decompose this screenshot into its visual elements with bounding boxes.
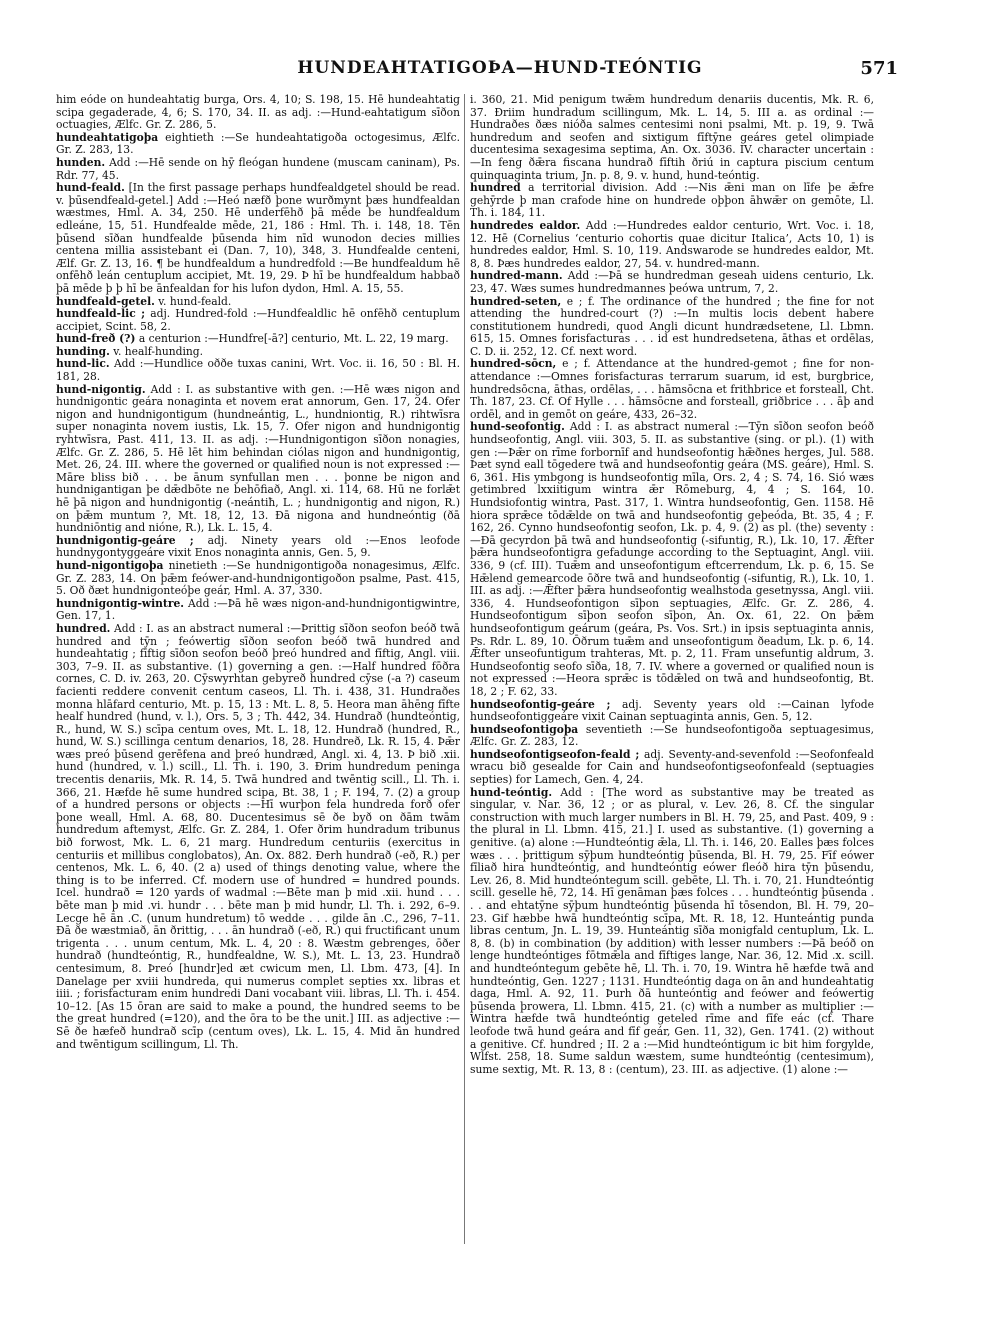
entry-headword: hund-lic. [56, 357, 110, 371]
dictionary-entry [470, 787, 874, 1077]
dictionary-entry [470, 296, 874, 359]
entry-definition: v. hund-feald. [158, 294, 232, 308]
entry-definition: a territorial division. Add :—Nis ǣni man on līfe þe ǣfre gehȳrde þ man crafode hine on hundrede oþþon āhwǣr on gemōte, Ll. Th. i. 184, 11. [470, 181, 874, 220]
entry-headword: hund-nigontigoþa [56, 558, 164, 572]
right-column [470, 94, 874, 1274]
dictionary-entry [56, 623, 460, 1051]
entry-headword: hundseofontig-geáre ; [470, 697, 611, 711]
dictionary-entry [56, 182, 460, 295]
dictionary-entry [56, 384, 460, 535]
dictionary-entry [470, 94, 874, 182]
entry-headword: hund-freð (?) [56, 332, 136, 346]
entry-definition: Add :—Hē sende on hȳ fleógan hundene (muscam caninam), Ps. Rdr. 77, 45. [56, 155, 460, 182]
entry-definition: e ; f. The ordinance of the hundred ; the fine for not attending the hundred-court (?) :—In multis locis debent habere constitutionem hundredi, quod Angli dicunt hundrædsetene, Ll. Lbmn. 615, 15. Omnes forisfacturas . . . id est hundredsetena, āthas et ordēlas, C. D. ii. 252, 12. Cf. next word. [470, 294, 874, 358]
entry-definition: seventieth :—Se hundseofontigoða septuagesimus, Ælfc. Gr. Z. 283, 12. [470, 722, 874, 749]
entry-definition: Add : [The word as substantive may be treated as singular, v. Nar. 36, 12 ; or as plural, v. Lev. 26, 8. Cf. the singular construction with much larger numbers in Bl. H. 79, 25, and Past. 409, 9 : the plural in Ll. Lbmn. 415, 21.] I. used as substantive. (1) governing a genitive. (a) alone :—Hundteóntig ǣla, Ll. Th. i. 146, 20. Ealles þæs folces wæs . . . þrittigum sȳþum hundteóntig þūsenda, Bl. H. 79, 25. Fīf eówer fīliað hira hundteóntig, and hundteóntig eówer fleóð hira tȳn þūsendu, Lev. 26, 8. Mid hundteóntegum scill. gebēte, Ll. Th. i. 70, 21. Hundteóntig scill. geselle hē, 72, 14. Hī genāman þæs folces . . . hundteóntig þūsenda . . . and ehtatȳne sȳþum hundteóntig þūsenda hī tōsendon, Bl. H. 79, 20–23. Gif hæbbe hwā hundteóntig scīpa, Mt. R. 18, 12. Hunteántig punda libras centum, Jn. L. 19, 39. Hunteántig sīða monigfald centuplum, Lk. L. 8, 8. (b) in combination (by addition) with lesser numbers :—Þā beóð on lenge hundteóntiges fōtmǣla and fīftiges lange, Nar. 36, 12. Mid .x. scill. and hundteóntegum gebēte hē, Ll. Th. i. 70, 19. Wintra hē hæfde twā and hundteóntig, Gen. 1227 ; 1131. Hundteóntig daga on ān and hundeahtatig daga, Hml. A. 92, 11. Þurh ðā hunteóntig and feówer and feówertig þūsenda þrowera, Ll. Lbmn. 415, 21. (c) with a number as multiplier :—Wintra hæfde twā hundteóntig geteled rīme and fīfe eác (cf. Thare leofode twā hund geára and fīf geár, Gen. 11, 32), Gen. 1741. (2) without a genitive. Cf. hundred ; II. 2 a :—Mid hundteóntigum ic bit him forgylde, Wlfst. 258, 18. Sume saldun wæstem, sume hundteóntig (centesimum), sume sextig, Mt. R. 13, 8 : (centum), 23. III. as adjective. (1) alone :— [470, 785, 874, 1076]
dictionary-entry [470, 220, 874, 270]
entry-definition: Add : I. as substantive with gen. :—Hē wæs nigon and hundnigontic geára nonaginta et novem erat annorum, Gen. 17, 24. Ofer nigon and hundnigontigum (hundneántig, L., hundniontig, R.) rihtwīsra super nonaginta novem iustis, Lk. 15, 7. Ofer nigon and hundnigontig ryhtwīsra, Past. 411, 13. II. as adj. :—Hundnigontigon sīðon nonagies, Ælfc. Gr. Z. 286, 5. Hē lēt him behindan ciólas nigon and hundnigontig, Met. 26, 24. III. where the governed or qualified noun is not expressed :—Māre bliss bið . . . be ānum synfullan men . . . þonne be nigon and hundnigantigan þe dǣdbōte ne behōfiað, Angl. xi. 114, 68. Hū ne forlǣt hē þā nigon and hundnigontig (-neántiħ, L. ; hundnigontig and nigon, R.) on þǣm muntum ?, Mt. 18, 12, 13. Ðā nigona and hundneóntig (ðā hundniōntig and nióne, R.), Lk. L. 15, 4. [56, 382, 460, 535]
entry-definition: Add :—Þā se hundredman geseah uidens centurio, Lk. 23, 47. Wæs sumes hundredmannes þeówa untrum, 7, 2. [470, 269, 874, 295]
entry-definition: Add :—Hundlice oððe tuxas canini, Wrt. Voc. ii. 16, 50 : Bl. H. 181, 28. [56, 357, 460, 384]
dictionary-entry [470, 270, 874, 295]
page-number: 571 [860, 58, 898, 79]
dictionary-entry [56, 598, 460, 623]
entry-definition: Add :—Hundredes ealdor centurio, Wrt. Voc. i. 18, 12. Hē (Cornelius ‘centurio cohortis quae dicitur Italica’, Acts 10, 1) is hundredes ealdor, Hml. S. 10, 119. Andswarode se hundredes ealdor, Mt. 8, 8. Þæs hundredes ealdor, 27, 54. v. hundred-mann. [470, 218, 874, 270]
entry-definition: Add : I. as abstract numeral :—Tȳn sīðon seofon beóð hundseofontig, Angl. viii. 303, 5. II. as substantive (sing. or pl.). (1) with gen :—Þǣr on rīme forbornīf and hundseofontig hǣðnes herges, Jul. 588. Þæt synd eall tōgedere twā and hundseofontig geára (MS. geáre), Hml. S. 6, 361. His ymbgong is hundseofontig mīla, Ors. 2, 4 ; S. 74, 16. Sió wæs getimbred lxxiitigum wintra ǣr Rōmeburg, 4, 4 ; S. 164, 10. Hundsiofontig wintra, Past. 317, 1. Wintra hundseofontig, Gen. 1158. Hē hiora sprǣce tōdǣlde on twā and hundseofontig geþeóda, Bt. 35, 4 ; F. 162, 26. Cynno hundseofontig seofon, Lk. p. 4, 9. (2) as pl. (the) seventy :—Ðā gecyrdon þā twā and hundseofontig (-sifuntig, R.), Lk. 10, 17. Ǣfter þǣra hundseofontigra gefadunge according to the Septuagint, Angl. viii. 336, 9 (cf. III). Tuǣm and unseofontigum eftcerrendum, Lk. p. 6, 15. Se Hǣlend gemearcode ōðre twā and hundseofontig (-sifuntig, R.), Lk. 10, 1. III. as adj. :—Ǣfter þǣra hundseofontig wealhstoda gesetnyssa, Angl. viii. 336, 4. Hundseofontigon sīþon septuagies, Ælfc. Gr. Z. 286, 4. Hundseofontigum sīþon seofon sīþon, An. Ox. 61, 22. On þǣm hundseofontigum geárum (geára, Ps. Vos. Srt.) in ipsis septuaginta annis, Ps. Rdr. L. 89, 10. Ōðrum tuǣm and unseofontigum ðeadum, Lk. p. 6, 14. Ǣfter unseofuntigum trahteras, Mt. p. 2, 11. Fram unsefuntig aldrum, 3. Hundseofontig seofo sīða, 18, 7. IV. where a governed or qualified noun is not expressed :—Heora sprǣc is tōdǣled on twā and hundseofontig, Bt. 18, 2 ; F. 62, 33. [470, 420, 874, 698]
column-divider [464, 94, 465, 1244]
dictionary-entry [470, 699, 874, 724]
dictionary-entry [56, 157, 460, 182]
dictionary-entry [470, 421, 874, 698]
dictionary-entry [56, 132, 460, 157]
dictionary-entry [470, 724, 874, 749]
entry-headword: hund-seofontig. [470, 420, 565, 434]
entry-definition: Add :—Þā hē wæs nigon-and-hundnigontigwintre, Gen. 17, 1. [56, 596, 460, 623]
entry-headword: hund-nigontig. [56, 382, 146, 396]
dictionary-entry [56, 94, 460, 132]
entry-headword: hundfeald-getel. [56, 294, 155, 308]
entry-headword: hund-feald. [56, 181, 125, 195]
left-column [56, 94, 460, 1274]
entry-definition: adj. Seventy years old :—Cainan lyfode hundseofontiggeáre vixit Cainan septuaginta annis, Gen. 5, 12. [470, 697, 874, 724]
entry-headword: hunden. [56, 155, 106, 169]
running-head [0, 58, 1000, 82]
entry-headword: hundred-sōcn, [470, 357, 557, 371]
entry-definition: adj. Hundred-fold :—Hundfealdlic hē onfēhð centuplum accipiet, Scint. 58, 2. [56, 307, 460, 333]
dictionary-entry [56, 535, 460, 560]
entry-definition: v. healf-hunding. [113, 344, 203, 358]
entry-headword: hundnigontig-wintre. [56, 596, 185, 610]
entry-headword: hundredes ealdor. [470, 218, 581, 232]
dictionary-entry [56, 560, 460, 598]
entry-definition: ninetieth :—Se hundnigontigoða nonagesimus, Ælfc. Gr. Z. 283, 14. On þǣm feówer-and-hundnigontigoðon psalme, Past. 415, 5. Oð ðæt hundnigonteóþe geár, Hml. A. 37, 330. [56, 558, 460, 598]
entry-definition: eightieth :—Se hundeahtatigoða octogesimus, Ælfc. Gr. Z. 283, 13. [56, 130, 460, 157]
dictionary-entry [56, 358, 460, 383]
entry-headword: hundseofontigoþa [470, 722, 579, 736]
entry-headword: hundred-seten, [470, 294, 562, 308]
entry-definition: adj. Ninety years old :—Enos leofode hundnygontyggeáre vixit Enos nonaginta annis, Gen. 5, 9. [56, 533, 460, 560]
dictionary-entry [470, 182, 874, 220]
entry-definition: e ; f. Attendance at the hundred-gemot ; fine for non-attendance :—Omnes forisfacturas terrarum suarum, id est, burgbrice, hundredsōcna, āthas, ordēlas, . . . hāmsōcna et frithbrice et forsteall, Cht. Th. 187, 23. Cf. Of Hylle . . . hāmsōcne and forsteall, griðbrice . . . āþ and ordēl, and in gemōt on geáre, 433, 26–32. [470, 357, 874, 421]
entry-headword: hundred-mann. [470, 269, 563, 283]
dictionary-entry [470, 358, 874, 421]
entry-definition: [In the first passage perhaps hundfealdgetel should be read. v. þūsendfeald-getel.] Add :—Heó næfð þone wurðmynt þæs hundfealdan wæstmes, Hml. A. 34, 250. Hē underfēhð þā mēde be hundfealdum edleáne, 15, 51. Hundfealde mēde, 21, 186 : Hml. Th. i. 148, 18. Tēn þūsend sīðan hundfealde þūsenda him nīd wunodon decies millies centena millia assistebant ei (Dan. 7, 10), 348, 3. Hundfealde centeni, Ælf. Gr. Z. 13, 16. ¶ be hundfealdum a hundredfold :—Be hundfealdum hē onfēhð leán centuplum accipiet, Mt. 19, 29. Þ hī be hundfealdum habbað þā mēde þ þ hī be ānfealdan for his lufon dydon, Hml. A. 15, 55. [56, 181, 460, 295]
entry-definition: a centurion :—Hundfre[-ā?] centurio, Mt. L. 22, 19 marg. [138, 332, 449, 346]
entry-definition: adj. Seventy-and-sevenfold :—Seofonfeald wracu bið gesealde for Cain and hundseofontigseofonfeald (septuagies septies) for Lamech, Gen. 4, 24. [470, 747, 874, 787]
entry-definition: Add : I. as an abstract numeral :—Þrittig sīðon seofon beóð twā hundred and tȳn ; feówertig sīðon seofon beóð twā hundred and hundeahtatig ; fīftig sīðon seofon beóð þreó hundred and fīftig, Angl. viii. 303, 7–9. II. as substantive. (1) governing a gen. :—Half hundred fōðra cornes, C. D. iv. 263, 20. Cȳswyrhtan gebyreð hundred cȳse (-a ?) caseum facienti reddere convenit centum caseos, Ll. Th. i. 438, 31. Hundraðes monna hlāfard centurio, Mt. p. 15, 13 : Mt. L. 8, 5. Heora man āhēng fīfte healf hundred (hund, v. l.), Ors. 5, 3 ; Th. 442, 34. Hundrað (hundteóntig, R., hund, W. S.) scīpa centum oves, Mt. L. 18, 12. Hundrað (hundred, R., hund, W. S.) scillinga centum denarios, 18, 28. Hundreð, Lk. R. 15, 4. Þǣr wæs preó þūsend gerēfena and þreó hundræd, Angl. xi. 4, 13. Þ bið .xii. hund (hundred, v. l.) scill., Ll. Th. i. 190, 3. Ðrim hundredum peninga trecentis denariis, Mk. R. 14, 5. Twā hundred and twēntig scill., Ll. Th. i. 366, 21. Hæfde hē sume hundred scipa, Bt. 38, 1 ; F. 194, 7. (2) a group of a hundred persons or objects :—Hī wurþon fela hundreda forð ofer þone weall, Hml. A. 68, 80. Ducentesimus sē ðe byð on ðām twām hundredum aftemyst, Ælfc. Gr. Z. 284, 1. Ofer ðrim hundradum tribunus bið forwost, Mk. L. 6, 21 marg. Hundredum centuriis (exercitus in centuriis et millibus conglobatos), An. Ox. 882. Ðerh hundrað (-eð, R.) per centenos, Mk. L. 6, 40. (2 a) used of things denoting value, where the thing is to be inferred. Cf. modern use of hundred = hundred pounds. Icel. hundrað = 120 yards of wadmal :—Bēte man þ mid .xii. hund . . . bēte man þ mid .vi. hundr . . . bēte man þ mid hundr, Ll. Th. i. 292, 6–9. Lecge hē ān .C. (unum hundretum) tō wedde . . . gilde ān .C., 296, 7–11. Ðā ðe wæstmiað, ān ðrittig, . . . ān hundrað (-eð, R.) qui fructificant unum trigenta . . . unum centum, Mk. L. 4, 20 : 8. Wæstm gebrenges, ōðer hundrað (hundteóntig, R., hundfealdne, W. S.), Mt. L. 13, 23. Hundrað centesimum, 8. Þreó [hundr]ed æt cwicum men, Ll. Lbm. 473, [4]. In Danelage per xviii hundreda, qui numerus complet septies xx. libras et iiii. ; forisfacturam enim hundredi Dani vocabant viii. libras, Ll. Th. i. 454. 10–12. [As 15 ōran are said to make a pound, the hundred seems to be the great hundred (=120), and the ōra to be the unit.] III. as adjective :—Sē ðe hæfeð hundrað scīp (centum oves), Lk. L. 15, 4. Mid ān hundred and twēntigum scillingum, Ll. Th. [56, 621, 460, 1051]
entry-headword: hundseofontigseofon-feald ; [470, 747, 640, 761]
entry-headword: hund-teóntig. [470, 785, 553, 799]
dictionary-entry [470, 749, 874, 787]
entry-headword: hunding. [56, 344, 110, 358]
entry-definition: him eóde on hundeahtatig burga, Ors. 4, 10; S. 198, 15. Hē hundeahtatig scipa gegaderade, 4, 6; S. 170, 34. II. as adj. :—Hund-eahtatigum sīðon octuagies, Ælfc. Gr. Z. 286, 5. [56, 94, 460, 132]
dictionary-entry [56, 308, 460, 333]
entry-headword: hundfeald-lic ; [56, 307, 146, 321]
entry-headword: hundeahtatigoþa [56, 130, 159, 144]
page-title: HUNDEAHTATIGOÞA—HUND-TEÓNTIG [297, 58, 703, 78]
entry-headword: hundnigontig-geáre ; [56, 533, 194, 547]
entry-headword: hundred [470, 181, 521, 195]
entry-headword: hundred. [56, 621, 111, 635]
entry-definition: i. 360, 21. Mid penigum twǣm hundredum denariis ducentis, Mk. R. 6, 37. Ðriim hundradum scillingum, Mk. L. 14, 5. III a. as ordinal :—Hundraðes ðæs nióða salmes centesimi noni psalmi, Mt. p. 19, 9. Twā hundredum and seofen and sixtigum fīftȳne geáres getel olimpiade ducentesima sexagesima septima, An. Ox. 3036. IV. character uncertain :—In feng ðǣra fiscana hundrað fīftih ðriú in captura piscium centum quinquaginta trium, Jn. p. 8, 9. v. hund, hund-teóntig. [470, 94, 874, 182]
